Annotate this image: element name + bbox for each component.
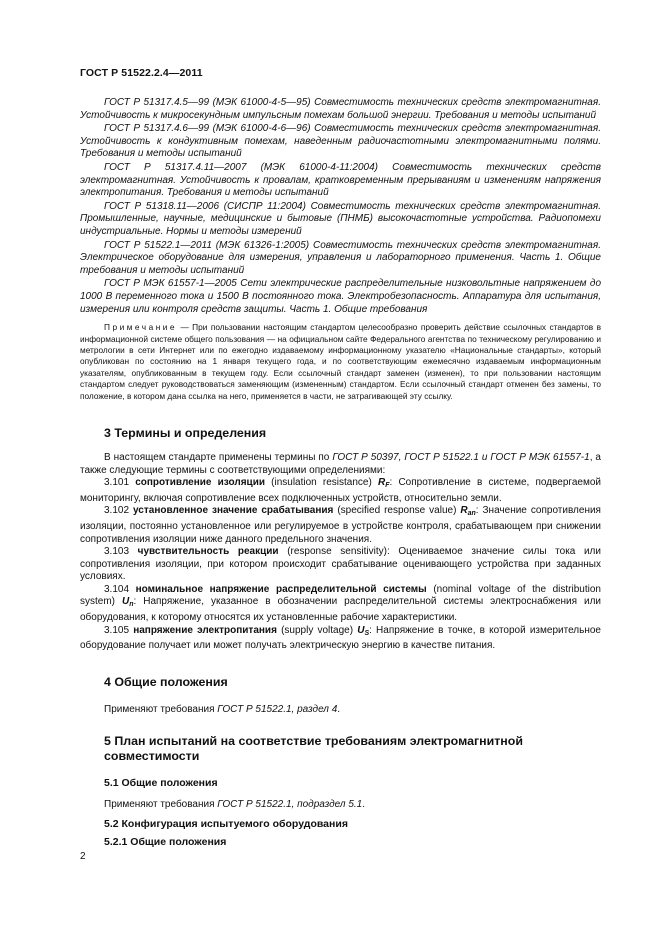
reference-text: Совместимость технических средств электромагнитная. Устойчивость к кондуктивным помехам, наведенным радиочастотными электромагнитными полями. Требования и методы испытаний (80, 123, 601, 160)
reference-code: ГОСТ Р 51317.4.6—99 (МЭК 61000-4-6—96) (104, 123, 311, 135)
term: установленное значение срабатывания (132, 505, 334, 517)
term-symbol: $R_F$ (377, 477, 390, 490)
term-symbol: $R_{an}$ (460, 505, 476, 518)
document-header: ГОСТ Р 51522.2.4—2011 (80, 67, 203, 79)
section-4-text: Применяют требования ГОСТ Р 51522.1, раздел 4. (104, 703, 341, 715)
reference-code: ГОСТ Р 51522.1—2011 (МЭК 61326-1:2005) (104, 239, 310, 251)
reference-text: Совместимость технических средств электромагнитная. Устойчивость к провалам, кратковременным прерываниям и изменениям напряжения электропитания. Требования и методы испытаний (80, 161, 601, 199)
subsection-5-2-title: 5.2 Конфигурация испытуемого оборудования (104, 817, 348, 830)
note (80, 322, 601, 402)
section-3-intro: В настоящем стандарте применены термины по ГОСТ Р 50397, ГОСТ Р 51522.1 и ГОСТ Р МЭК 61557-1, а также следующие термины с соответствующими определениями: (80, 451, 601, 476)
section-5-title: 5 План испытаний на соответствие требованиям электромагнитной совместимости (104, 734, 523, 764)
reference-item (80, 240, 601, 278)
term-definition: 3.103 чувствительность реакции (response sensitivity): Оцениваемое значение силы тока или сопротивления изоляции, при котором происходит срабатывание оценивающего устройства при заданных условиях. (80, 546, 601, 583)
reference-item (80, 278, 601, 316)
section-4-title: 4 Общие положения (104, 674, 228, 689)
reference-item (80, 162, 601, 200)
term-symbol: $U_S$ (357, 624, 370, 637)
term: чувствительность реакции (137, 546, 279, 558)
reference-item (80, 123, 601, 161)
term-definition: 3.102 установленное значение срабатывания (specified response value) $R_{an}$: Значение сопротивления изоляции, постоянно установленное или регулируемое в устройстве контроля, срабатывающем при снижении сопротивления изоляции ниже данного предельного значения. (80, 505, 601, 545)
term-definition: 3.105 напряжение электропитания (supply voltage) $U_S$: Напряжение в точке, в которой измерительное оборудование получает или может получать электрическую энергию в качестве питания. (80, 624, 601, 652)
subsection-5-1-text: Применяют требования ГОСТ Р 51522.1, подраздел 5.1. (104, 799, 365, 811)
reference-text: Сети электрические распределительные низковольтные напряжением до 1000 В переменного тока и 1500 В постоянного тока. Электробезопасность. Аппаратура для испытания, измерения или контроля средств защиты. Часть 1. Общие требования (80, 278, 602, 315)
term-definition: 3.101 сопротивление изоляции (insulation resistance) $R_F$: Сопротивление в системе, подвергаемой мониторингу, включая сопротивление всех подключенных устройств, относительно земли. (80, 477, 601, 504)
reference-code: ГОСТ Р 51317.4.11—2007 (МЭК 61000-4-11:2004) (104, 161, 379, 173)
term-definition: 3.104 номинальное напряжение распределительной системы (nominal voltage of the distribution system) $U_n$: Напряжение, указанное в обозначении распределительной системы электроснабжения или оборудования, к которому относятся их установленные рабочие характеристики. (80, 583, 602, 624)
reference-text: Совместимость технических средств электромагнитная. Электрическое оборудование для измерения, управления и лабораторного применения. Часть 1. Общие требования и методы испытаний (80, 239, 601, 276)
reference-code: ГОСТ Р 51317.4.5—99 (МЭК 61000-4-5—95) (104, 97, 311, 108)
document-body (80, 97, 601, 849)
term: напряжение электропитания (133, 624, 277, 636)
term-symbol: $U_n$ (121, 596, 134, 609)
section-3-title: 3 Термины и определения (104, 425, 267, 440)
note-label: Примечание (104, 322, 178, 333)
intro-references: ГОСТ Р 50397, ГОСТ Р 51522.1 и ГОСТ Р МЭК 61557-1 (332, 451, 590, 463)
note-text: — При пользовании настоящим стандартом целесообразно проверить действие ссылочных стандартов в информационной системе общего пользования — на официальном сайте Федерального агентства по техническому регулированию и метрологии в сети Интернет или по ежегодно издаваемому информационному указателю «Национальные стандарты», который опубликован по состоянию на 1 января текущего года, и по соответствующим ежемесячно издаваемым информационным указателям, опубликованным в текущем году. Если ссылочный стандарт заменен (изменен), то при пользовании настоящим стандартом следует руководствоваться заменяющим (измененным) стандартом. Если ссылочный стандарт отменен без замены, то положение, в котором дана ссылка на него, применяется в части, не затрагивающей эту ссылку. (80, 322, 601, 401)
reference-text: Совместимость технических средств электромагнитная. Промышленные, научные, медицинские и бытовые (ПНМБ) высокочастотные устройства. Радиопомехи индустриальные. Нормы и методы измерений (80, 200, 601, 237)
subsection-5-2-1-title: 5.2.1 Общие положения (104, 836, 227, 849)
term: сопротивление изоляции (135, 477, 265, 489)
reference-item (80, 201, 601, 239)
reference-text: Совместимость технических средств электромагнитная. Устойчивость к микросекундным импульсным помехам большой энергии. Требования и методы испытаний (80, 97, 601, 121)
reference-code: ГОСТ Р 51318.11—2006 (СИСПР 11:2004) (104, 200, 306, 212)
subsection-5-1-title: 5.1 Общие положения (104, 777, 218, 790)
page-number: 2 (80, 851, 86, 862)
term: номинальное напряжение распределительной системы (135, 583, 427, 595)
reference-item (80, 97, 601, 122)
reference-code: ГОСТ Р МЭК 61557-1—2005 (104, 278, 237, 290)
normative-references-list (80, 97, 601, 316)
